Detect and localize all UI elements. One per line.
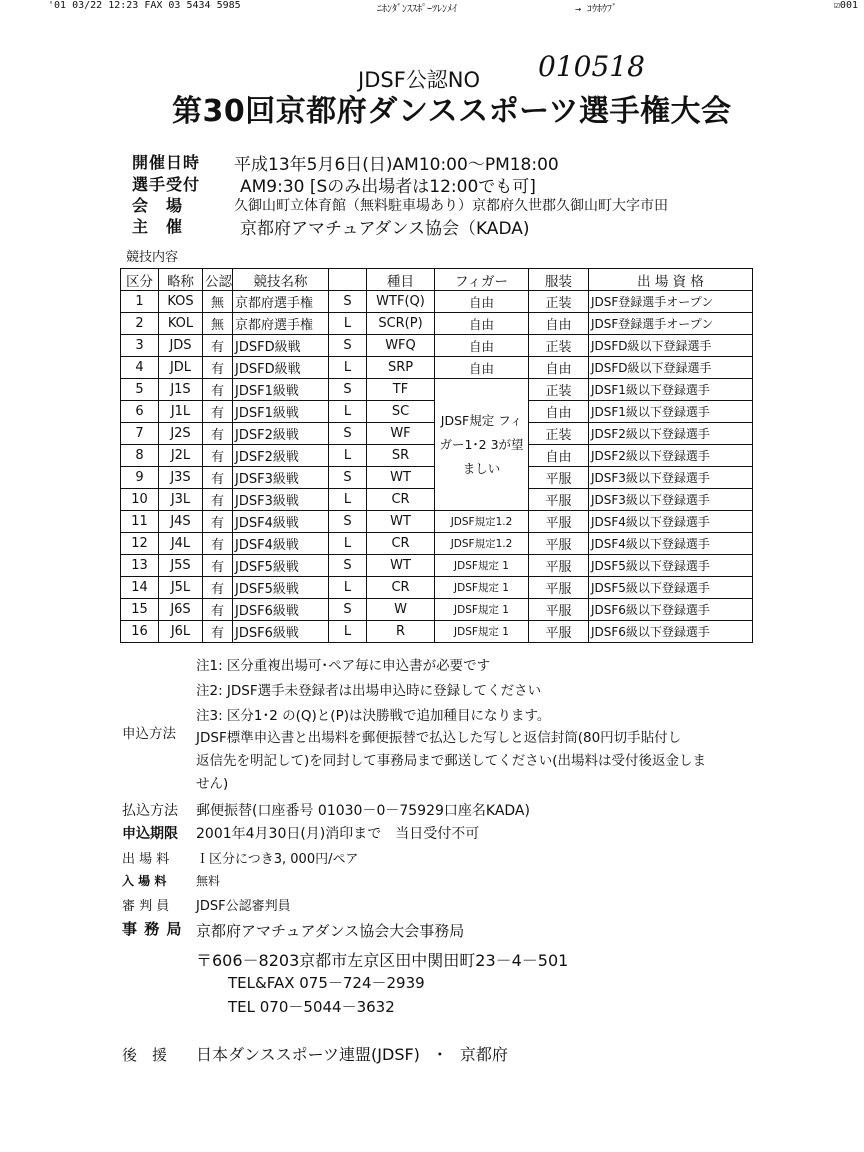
row-dress: 自由 xyxy=(529,357,589,379)
table-row xyxy=(121,313,753,335)
fax-header-recipient: → ｺｳﾎｳﾌﾞ xyxy=(575,4,618,15)
reception-value: AM9:30 [Sのみ出場者は12:00でも可] xyxy=(240,177,536,197)
entry-fee-label: 出 場 料 xyxy=(122,852,170,867)
row-code: J4S xyxy=(159,511,203,533)
row-dress: 平服 xyxy=(529,533,589,555)
row-competition-name: JDSF5級戦 xyxy=(233,555,329,577)
host-value: 京都府アマチュアダンス協会（KADA) xyxy=(240,219,530,239)
row-qualification: JDSF登録選手オープン xyxy=(589,291,753,313)
row-division: 15 xyxy=(121,599,159,621)
row-certified: 有 xyxy=(203,467,233,489)
row-dress: 正装 xyxy=(529,423,589,445)
row-division: 8 xyxy=(121,445,159,467)
row-division: 6 xyxy=(121,401,159,423)
row-division: 9 xyxy=(121,467,159,489)
application-line-3: せん) xyxy=(196,776,229,792)
row-event: W xyxy=(367,599,435,621)
row-figure-rule: JDSF規定 フィガー1･2 3が望ましい xyxy=(435,379,529,511)
row-competition-name: JDSF1級戦 xyxy=(233,401,329,423)
row-certified: 有 xyxy=(203,533,233,555)
row-qualification: JDSF6級以下登録選手 xyxy=(589,599,753,621)
row-certified: 無 xyxy=(203,291,233,313)
row-division: 14 xyxy=(121,577,159,599)
row-division: 7 xyxy=(121,423,159,445)
row-competition-name: JDSF5級戦 xyxy=(233,577,329,599)
row-event: CR xyxy=(367,577,435,599)
header-competition-name: 競技名称 xyxy=(233,269,329,291)
row-division: 10 xyxy=(121,489,159,511)
row-dress: 正装 xyxy=(529,291,589,313)
application-line-1: JDSF標準申込書と出場料を郵便振替で払込した写しと返信封筒(80円切手貼付し xyxy=(196,730,682,746)
row-code: J6L xyxy=(159,621,203,643)
note-2: 注2: JDSF選手未登録者は出場申込時に登録してください xyxy=(196,683,542,699)
row-figure: JDSF規定1.2 xyxy=(435,511,529,533)
reception-label: 選手受付 xyxy=(132,175,201,194)
row-certified: 有 xyxy=(203,577,233,599)
row-certified: 無 xyxy=(203,313,233,335)
table-row xyxy=(121,335,753,357)
row-dress: 自由 xyxy=(529,401,589,423)
note-1: 注1: 区分重複出場可･ペア毎に申込書が必要です xyxy=(196,658,491,674)
row-dress: 平服 xyxy=(529,599,589,621)
row-event: SC xyxy=(367,401,435,423)
row-style: S xyxy=(329,423,367,445)
row-style: L xyxy=(329,445,367,467)
table-row xyxy=(121,291,753,313)
judges-value: JDSF公認審判員 xyxy=(196,899,291,914)
section-title: 競技内容 xyxy=(126,250,179,265)
row-event: TF xyxy=(367,379,435,401)
row-division: 4 xyxy=(121,357,159,379)
row-code: J1L xyxy=(159,401,203,423)
row-certified: 有 xyxy=(203,445,233,467)
row-qualification: JDSF1級以下登録選手 xyxy=(589,401,753,423)
row-style: L xyxy=(329,357,367,379)
row-competition-name: JDSF4級戦 xyxy=(233,511,329,533)
table-header-row xyxy=(121,269,753,291)
payment-label: 払込方法 xyxy=(122,803,178,819)
row-code: J1S xyxy=(159,379,203,401)
row-event: WT xyxy=(367,467,435,489)
row-event: WT xyxy=(367,511,435,533)
row-qualification: JDSFD級以下登録選手 xyxy=(589,335,753,357)
row-division: 16 xyxy=(121,621,159,643)
row-style: L xyxy=(329,533,367,555)
header-style xyxy=(329,269,367,291)
header-figure: フィガー xyxy=(435,269,529,291)
competition-table xyxy=(120,268,753,643)
row-qualification: JDSF4級以下登録選手 xyxy=(589,533,753,555)
row-style: S xyxy=(329,335,367,357)
row-certified: 有 xyxy=(203,335,233,357)
approval-label: JDSF公認NO xyxy=(358,68,481,92)
support-label: 後 援 xyxy=(122,1046,168,1064)
row-certified: 有 xyxy=(203,489,233,511)
row-competition-name: JDSF4級戦 xyxy=(233,533,329,555)
approval-number: 010518 xyxy=(538,50,645,83)
row-certified: 有 xyxy=(203,379,233,401)
row-dress: 自由 xyxy=(529,445,589,467)
row-code: KOS xyxy=(159,291,203,313)
table-row xyxy=(121,511,753,533)
row-code: J5S xyxy=(159,555,203,577)
office-address: 〒606－8203京都市左京区田中関田町23－4－501 xyxy=(196,951,569,970)
row-figure: JDSF規定1.2 xyxy=(435,533,529,555)
support-value: 日本ダンススポーツ連盟(JDSF) ･ 京都府 xyxy=(196,1045,508,1064)
fax-header-left: '01 03/22 12:23 FAX 03 5434 5985 xyxy=(48,0,241,11)
table-row xyxy=(121,621,753,643)
row-certified: 有 xyxy=(203,423,233,445)
row-style: S xyxy=(329,555,367,577)
office-label: 事 務 局 xyxy=(122,920,183,938)
row-code: J4L xyxy=(159,533,203,555)
row-event: CR xyxy=(367,533,435,555)
row-division: 13 xyxy=(121,555,159,577)
row-competition-name: 京都府選手権 xyxy=(233,291,329,313)
host-label: 主 催 xyxy=(132,217,184,236)
row-style: S xyxy=(329,379,367,401)
row-style: L xyxy=(329,489,367,511)
judges-label: 審 判 員 xyxy=(122,899,170,914)
date-label: 開催日時 xyxy=(132,153,201,172)
application-line-2: 返信先を明記して)を同封して事務局まで郵送してください(出場料は受付後返金しま xyxy=(196,753,707,769)
venue-label: 会 場 xyxy=(132,196,184,215)
row-style: S xyxy=(329,511,367,533)
table-row xyxy=(121,379,753,401)
row-division: 5 xyxy=(121,379,159,401)
admission-label: 入 場 料 xyxy=(122,874,167,888)
row-certified: 有 xyxy=(203,401,233,423)
header-qualification: 出 場 資 格 xyxy=(589,269,753,291)
row-dress: 正装 xyxy=(529,335,589,357)
row-code: J5L xyxy=(159,577,203,599)
row-code: J3L xyxy=(159,489,203,511)
row-qualification: JDSF3級以下登録選手 xyxy=(589,467,753,489)
row-dress: 正装 xyxy=(529,379,589,401)
row-competition-name: JDSF3級戦 xyxy=(233,489,329,511)
row-figure: JDSF規定 1 xyxy=(435,621,529,643)
table-row xyxy=(121,533,753,555)
page-title: 第30回京都府ダンススポーツ選手権大会 xyxy=(172,94,732,129)
row-event: R xyxy=(367,621,435,643)
row-style: L xyxy=(329,577,367,599)
row-division: 12 xyxy=(121,533,159,555)
deadline-label: 申込期限 xyxy=(122,826,178,842)
row-event: WFQ xyxy=(367,335,435,357)
row-dress: 平服 xyxy=(529,577,589,599)
row-division: 11 xyxy=(121,511,159,533)
row-competition-name: JDSFD級戦 xyxy=(233,357,329,379)
row-event: SCR(P) xyxy=(367,313,435,335)
row-event: SR xyxy=(367,445,435,467)
row-style: S xyxy=(329,599,367,621)
row-qualification: JDSF4級以下登録選手 xyxy=(589,511,753,533)
row-division: 2 xyxy=(121,313,159,335)
row-code: J2S xyxy=(159,423,203,445)
row-code: JDS xyxy=(159,335,203,357)
note-3: 注3: 区分1･2 の(Q)と(P)は決勝戦で追加種目になります。 xyxy=(196,708,551,724)
row-figure: JDSF規定 1 xyxy=(435,599,529,621)
row-figure: 自由 xyxy=(435,335,529,357)
row-qualification: JDSF5級以下登録選手 xyxy=(589,577,753,599)
row-competition-name: JDSFD級戦 xyxy=(233,335,329,357)
row-certified: 有 xyxy=(203,357,233,379)
row-dress: 平服 xyxy=(529,621,589,643)
date-value: 平成13年5月6日(日)AM10:00～PM18:00 xyxy=(234,155,559,175)
row-qualification: JDSF3級以下登録選手 xyxy=(589,489,753,511)
row-qualification: JDSFD級以下登録選手 xyxy=(589,357,753,379)
row-dress: 平服 xyxy=(529,489,589,511)
row-dress: 平服 xyxy=(529,555,589,577)
row-code: J2L xyxy=(159,445,203,467)
row-event: WTF(Q) xyxy=(367,291,435,313)
table-row xyxy=(121,599,753,621)
row-certified: 有 xyxy=(203,555,233,577)
office-name: 京都府アマチュアダンス協会大会事務局 xyxy=(196,922,465,940)
row-dress: 平服 xyxy=(529,467,589,489)
table-row xyxy=(121,357,753,379)
row-competition-name: 京都府選手権 xyxy=(233,313,329,335)
table-body xyxy=(121,291,753,643)
row-certified: 有 xyxy=(203,621,233,643)
row-dress: 平服 xyxy=(529,511,589,533)
row-competition-name: JDSF1級戦 xyxy=(233,379,329,401)
row-division: 1 xyxy=(121,291,159,313)
row-division: 3 xyxy=(121,335,159,357)
row-event: SRP xyxy=(367,357,435,379)
row-certified: 有 xyxy=(203,599,233,621)
row-qualification: JDSF登録選手オープン xyxy=(589,313,753,335)
row-qualification: JDSF2級以下登録選手 xyxy=(589,423,753,445)
header-code: 略称 xyxy=(159,269,203,291)
row-competition-name: JDSF2級戦 xyxy=(233,423,329,445)
row-style: L xyxy=(329,401,367,423)
admission-value: 無料 xyxy=(196,874,221,888)
row-figure: 自由 xyxy=(435,313,529,335)
row-code: JDL xyxy=(159,357,203,379)
row-certified: 有 xyxy=(203,511,233,533)
application-label: 申込方法 xyxy=(122,726,176,742)
row-style: S xyxy=(329,467,367,489)
row-style: L xyxy=(329,621,367,643)
payment-value: 郵便振替(口座番号 01030－0－75929口座名KADA) xyxy=(196,803,530,819)
row-event: CR xyxy=(367,489,435,511)
fax-header-sender: ﾆﾎﾝﾀﾞﾝｽｽﾎﾟｰﾂﾚﾝﾒｲ xyxy=(377,4,457,15)
row-style: L xyxy=(329,313,367,335)
row-competition-name: JDSF6級戦 xyxy=(233,621,329,643)
row-qualification: JDSF2級以下登録選手 xyxy=(589,445,753,467)
row-code: J3S xyxy=(159,467,203,489)
row-style: S xyxy=(329,291,367,313)
fax-page-number: ☑001 xyxy=(833,0,858,11)
row-qualification: JDSF5級以下登録選手 xyxy=(589,555,753,577)
row-figure: 自由 xyxy=(435,357,529,379)
entry-fee-value: Ｉ区分につき3, 000円/ペア xyxy=(196,852,359,867)
office-telfax: TEL&FAX 075－724－2939 xyxy=(228,974,425,992)
table-row xyxy=(121,555,753,577)
row-event: WF xyxy=(367,423,435,445)
header-certified: 公認 xyxy=(203,269,233,291)
row-code: J6S xyxy=(159,599,203,621)
header-division: 区分 xyxy=(121,269,159,291)
deadline-value: 2001年4月30日(月)消印まで 当日受付不可 xyxy=(196,826,480,842)
row-figure: JDSF規定 1 xyxy=(435,577,529,599)
header-dress: 服装 xyxy=(529,269,589,291)
row-figure: JDSF規定 1 xyxy=(435,555,529,577)
venue-value: 久御山町立体育館（無料駐車場あり）京都府久世郡久御山町大字市田 xyxy=(234,198,668,214)
row-competition-name: JDSF2級戦 xyxy=(233,445,329,467)
row-code: KOL xyxy=(159,313,203,335)
office-tel: TEL 070－5044－3632 xyxy=(228,998,395,1016)
row-competition-name: JDSF3級戦 xyxy=(233,467,329,489)
header-event: 種目 xyxy=(367,269,435,291)
row-competition-name: JDSF6級戦 xyxy=(233,599,329,621)
table-row xyxy=(121,577,753,599)
row-event: WT xyxy=(367,555,435,577)
row-dress: 自由 xyxy=(529,313,589,335)
row-qualification: JDSF6級以下登録選手 xyxy=(589,621,753,643)
row-figure: 自由 xyxy=(435,291,529,313)
row-qualification: JDSF1級以下登録選手 xyxy=(589,379,753,401)
